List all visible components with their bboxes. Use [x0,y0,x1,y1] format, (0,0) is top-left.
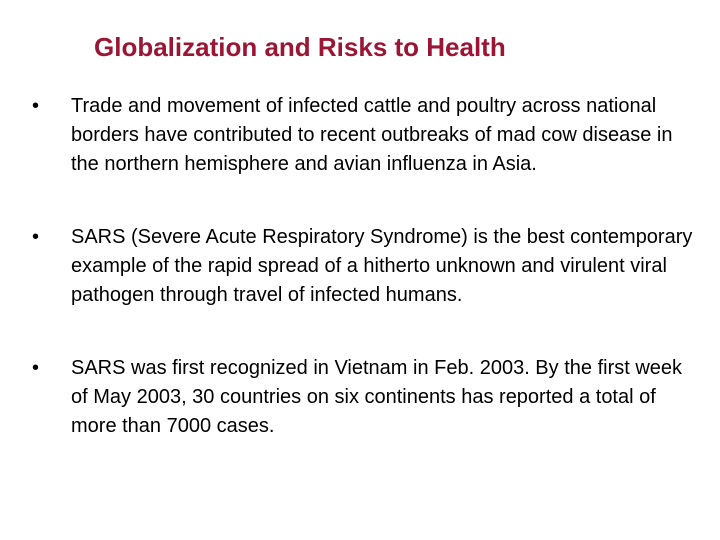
bullet-list [32,92,702,485]
slide-title: Globalization and Risks to Health [94,32,506,62]
bullet-dot: • [32,95,40,117]
bullet-dot: • [32,226,40,248]
bullet-text: SARS was first recognized in Vietnam in Feb. 2003. By the first week of May 2003, 30 countries on six continents has reported a total of more than 7000 cases. [71,357,683,437]
bullet-text: SARS (Severe Acute Respiratory Syndrome) is the best contemporary example of the rapid spread of a hitherto unknown and virulent viral pathogen through travel of infected humans. [71,226,693,306]
bullet-item-sars-spread [32,354,702,441]
bullet-item-sars-example [32,223,702,310]
bullet-item-trade [32,92,702,179]
bullet-text: Trade and movement of infected cattle and poultry across national borders have contributed to recent outbreaks of mad cow disease in the northern hemisphere and avian influenza in Asia. [71,95,673,175]
bullet-dot: • [32,357,40,379]
